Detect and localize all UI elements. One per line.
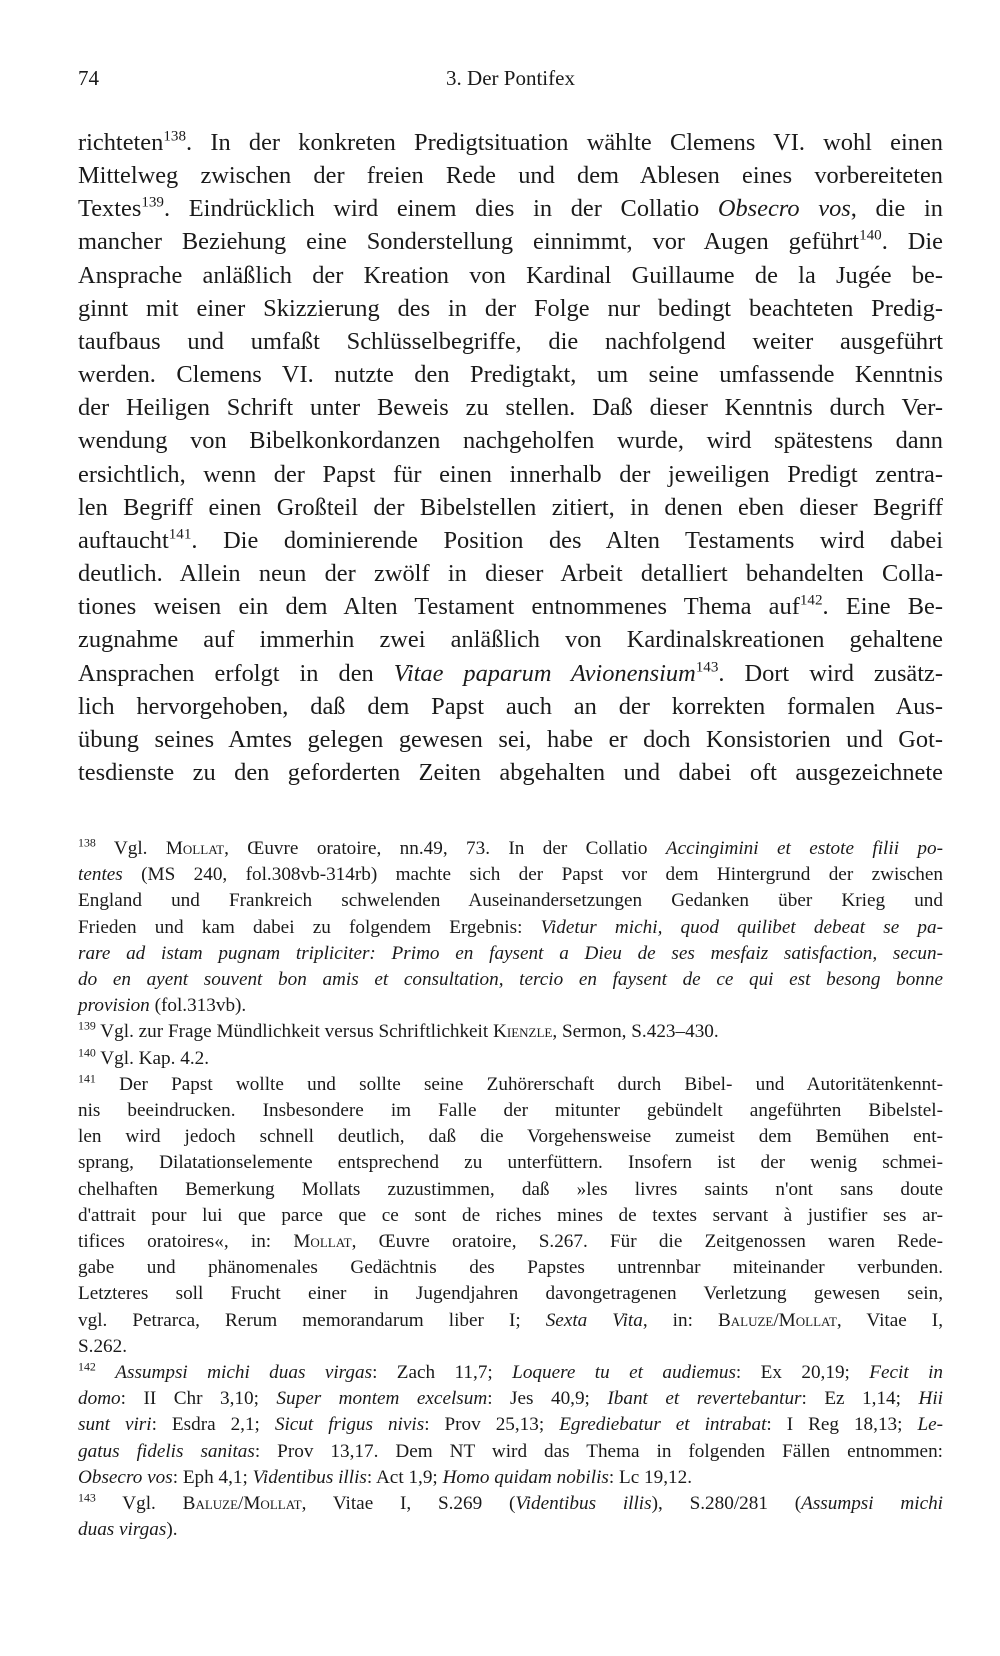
footnote-line: Letzteres soll Frucht einer in Jugendjahren davongetragenen Verletzung gewesen sein, <box>78 1283 943 1305</box>
footnote-line: gatus fidelis sanitas: Prov 13,17. Dem NT wird das Thema in folgenden Fällen entnommen: <box>78 1440 943 1462</box>
body-line: ginnt mit einer Skizzierung des in der Folge nur bedingt beachteten Predig- <box>78 294 943 322</box>
footnote-line: domo: II Chr 3,10; Super montem excelsum: Jes 40,9; Ibant et revertebantur: Ez 1,14; Hii <box>78 1388 943 1410</box>
body-line: tesdienste zu den geforderten Zeiten abgehalten und dabei oft ausgezeichnete <box>78 758 943 786</box>
main-text <box>78 126 943 789</box>
footnote-line: Frieden und kam dabei zu folgendem Ergebnis: Videtur michi, quod quilibet debeat se pa- <box>78 916 943 938</box>
footnote-line: $^{143}$ Vgl. Baluze/Mollat, Vitae I, S.269 (Videntibus illis), S.280/281 (Assumpsi michi <box>78 1490 944 1515</box>
body-line: Ansprachen erfolgt in den Vitae paparum Avionensium$^{143}$. Dort wird zusätz- <box>78 659 943 687</box>
body-line: werden. Clemens VI. nutzte den Predigtakt, um seine umfassende Kenntnis <box>78 361 943 389</box>
body-line: tiones weisen ein dem Alten Testament entnommenes Thema auf$^{142}$. Eine Be- <box>78 592 943 621</box>
body-line: Textes$^{139}$. Eindrücklich wird einem dies in der Collatio Obsecro vos, die in <box>78 194 943 223</box>
footnote-line: $^{141}$ Der Papst wollte und sollte seine Zuhörerschaft durch Bibel- und Autoritätenkennt- <box>78 1071 943 1095</box>
footnote-line: England und Frankreich schwelenden Auseinandersetzungen Gedanken über Krieg und <box>78 890 943 912</box>
running-title: 3. Der Pontifex <box>446 66 575 90</box>
body-line: len Begriff einen Großteil der Bibelstellen zitiert, in denen eben dieser Begriff <box>78 493 943 521</box>
footnote-line: $^{138}$ Vgl. Mollat, Œuvre oratoire, nn.49, 73. In der Collatio Accingimini et estote filii po- <box>78 835 943 859</box>
footnote-line: chelhaften Bemerkung Mollats zuzustimmen, daß »les livres saints n'ont sans doute <box>78 1178 943 1200</box>
body-line: ersichtlich, wenn der Papst für einen innerhalb der jeweiligen Predigt zentra- <box>78 460 943 488</box>
body-line: richteten$^{138}$. In der konkreten Predigtsituation wählte Clemens VI. wohl einen <box>78 128 943 156</box>
body-line: deutlich. Allein neun der zwölf in dieser Arbeit detalliert behandelten Colla- <box>78 560 943 588</box>
body-line: wendung von Bibelkonkordanzen nachgeholfen wurde, wird spätestens dann <box>78 427 943 455</box>
footnote-line: duas virgas). <box>78 1519 178 1541</box>
footnote-line: sprang, Dilatationselemente entsprechend zu unterfüttern. Insofern ist der wenig schmei- <box>78 1152 943 1174</box>
footnote-line: len wird jedoch schnell deutlich, daß die Vorgehensweise zumeist dem Bemühen ent- <box>78 1126 943 1148</box>
footnote-line: sunt viri: Esdra 2,1; Sicut frigus nivis: Prov 25,13; Egrediebatur et intrabat: I Reg 18,13; Le- <box>78 1414 944 1436</box>
body-line: der Heiligen Schrift unter Beweis zu stellen. Daß dieser Kenntnis durch Ver- <box>78 394 943 422</box>
body-line: taufbaus und umfaßt Schlüsselbegriffe, die nachfolgend weiter ausgeführt <box>78 327 943 355</box>
footnote-line: nis beeindrucken. Insbesondere im Falle der mitunter gebündelt angeführten Bibelstel- <box>78 1100 943 1122</box>
body-line: auftaucht$^{141}$. Die dominierende Position des Alten Testaments wird dabei <box>78 526 943 554</box>
running-header <box>78 66 943 96</box>
footnote-line: provision (fol.313vb). <box>78 995 247 1017</box>
footnote-line: Obsecro vos: Eph 4,1; Videntibus illis: Act 1,9; Homo quidam nobilis: Lc 19,12. <box>78 1466 693 1488</box>
footnote-line: vgl. Petrarca, Rerum memorandarum liber I; Sexta Vita, in: Baluze/Mollat, Vitae I, <box>78 1309 943 1331</box>
footnote-line: gabe und phänomenales Gedächtnis des Papstes untrennbar miteinander verbunden. <box>78 1257 943 1279</box>
footnote-line: tentes (MS 240, fol.308vb-314rb) machte sich der Papst vor dem Hintergrund der zwischen <box>78 864 943 886</box>
body-line: mancher Beziehung eine Sonderstellung einnimmt, vor Augen geführt$^{140}$. Die <box>78 228 943 256</box>
page-number: 74 <box>78 66 99 90</box>
footnote-line: do en ayent souvent bon amis et consultation, tercio en faysent de ce qui est besong bonne <box>78 969 943 991</box>
body-line: zugnahme auf immerhin zwei anläßlich von Kardinalskreationen gehaltene <box>78 626 943 654</box>
body-line: lich hervorgehoben, daß dem Papst auch an der korrekten formalen Aus- <box>78 692 943 720</box>
body-line: übung seines Amtes gelegen gewesen sei, habe er doch Konsistorien und Got- <box>78 725 943 753</box>
footnote-line: d'attrait pour lui que parce que ce sont de riches mines de textes servant à justifier ses ar- <box>78 1204 943 1226</box>
footnote-line: $^{142}$ Assumpsi michi duas virgas: Zach 11,7; Loquere tu et audiemus: Ex 20,19; Fecit in <box>78 1359 944 1384</box>
body-line: Mittelweg zwischen der freien Rede und dem Ablesen eines vorbereiteten <box>78 162 943 190</box>
footnote-line: tifices oratoires«, in: Mollat, Œuvre oratoire, S.267. Für die Zeitgenossen waren Rede- <box>78 1231 943 1253</box>
footnote-line: $^{139}$ Vgl. zur Frage Mündlichkeit versus Schriftlichkeit Kienzle, Sermon, S.423–430. <box>78 1019 719 1043</box>
footnote-line: S.262. <box>78 1335 128 1357</box>
footnotes <box>78 836 943 1543</box>
footnote-line: rare ad istam pugnam tripliciter: Primo en faysent a Dieu de ses mesfaiz satisfaction, secun- <box>78 942 943 964</box>
body-line: Ansprache anläßlich der Kreation von Kardinal Guillaume de la Jugée be- <box>78 261 943 289</box>
footnote-line: $^{140}$ Vgl. Kap. 4.2. <box>78 1045 210 1069</box>
